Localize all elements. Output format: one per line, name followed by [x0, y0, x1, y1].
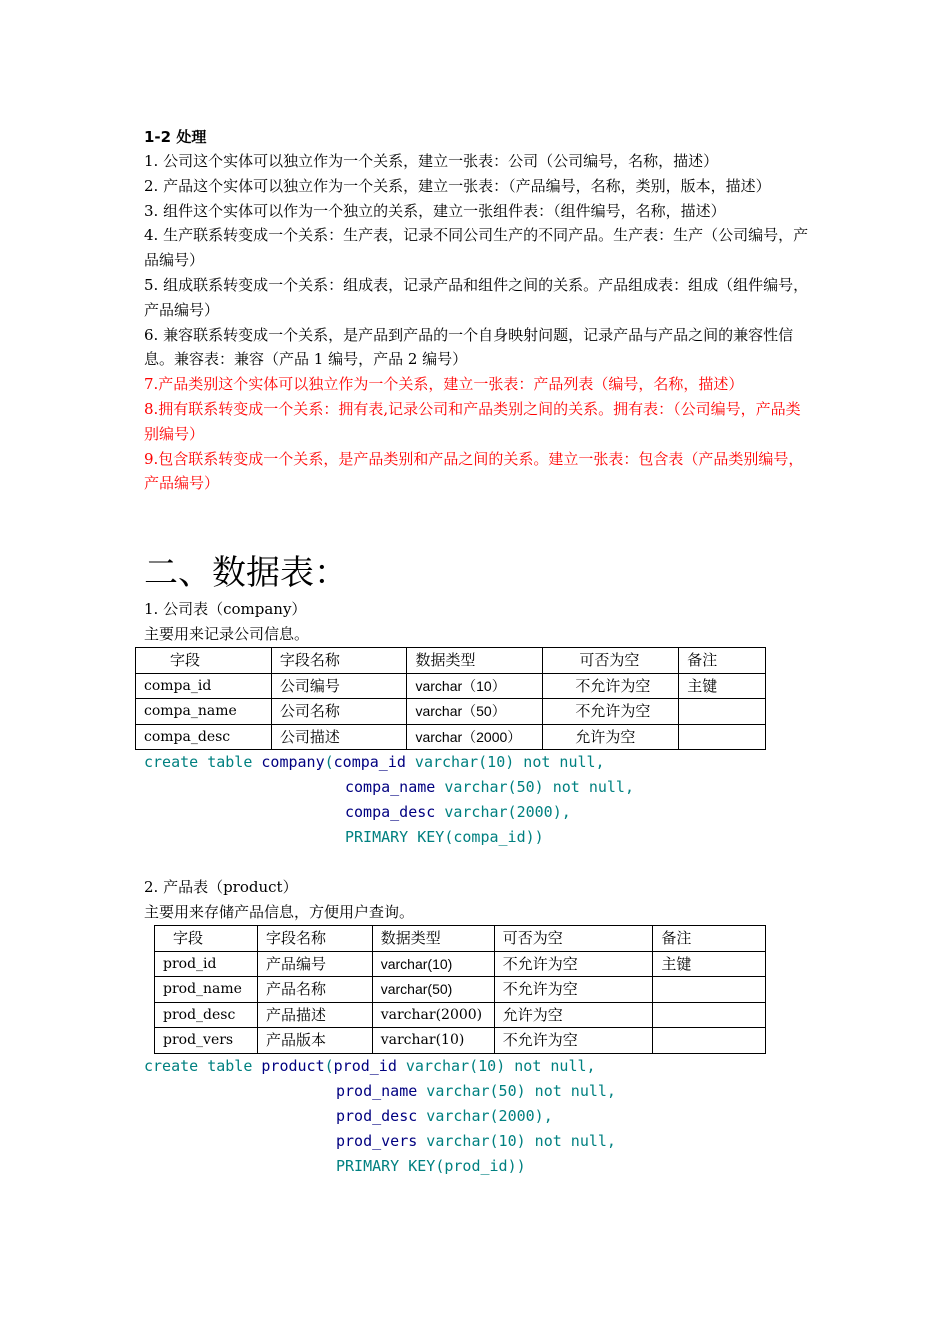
- header-cell: 数据类型: [372, 926, 494, 952]
- table-cell: varchar(2000): [372, 1002, 494, 1028]
- table-cell: varchar(50): [372, 977, 494, 1003]
- list-item: 6. 兼容联系转变成一个关系，是产品到产品的一个自身映射问题，记录产品与产品之间的兼容性信息。兼容表：兼容（产品 1 编号，产品 2 编号）: [144, 325, 794, 369]
- sql-column-name: compa_desc: [345, 803, 436, 821]
- table-cell: 公司描述: [271, 724, 407, 750]
- table-cell: compa_name: [136, 699, 272, 725]
- sql-column-name: prod_desc: [336, 1107, 418, 1125]
- sql-column-def: varchar(50) not null,: [435, 778, 634, 796]
- table-cell: 不允许为空: [494, 1028, 653, 1054]
- table-cell: compa_desc: [136, 724, 272, 750]
- list-item-highlight: 9.包含联系转变成一个关系，是产品类别和产品之间的关系。建立一张表：包含表（产品类别编号，产品编号）: [144, 449, 804, 493]
- table-cell: [679, 724, 766, 750]
- table-cell: 主键: [653, 951, 766, 977]
- company-table: [135, 647, 766, 750]
- sql-keyword: create table: [144, 753, 253, 771]
- table-cell: varchar（50）: [407, 699, 543, 725]
- table-cell: 产品描述: [257, 1002, 372, 1028]
- sql-column-def: varchar(2000),: [435, 803, 571, 821]
- table-header-row: [155, 926, 766, 952]
- table-cell: [653, 1028, 766, 1054]
- sql-column-def: varchar(10) not null,: [417, 1132, 616, 1150]
- list-item: 1. 公司这个实体可以独立作为一个关系，建立一张表：公司（公司编号，名称，描述）: [144, 152, 719, 170]
- company-sql: create table company(compa_id varchar(10) not null,: [144, 753, 605, 771]
- table-cell: 不允许为空: [494, 951, 653, 977]
- list-item: 2. 产品这个实体可以独立作为一个关系，建立一张表：（产品编号，名称，类别，版本，描述）: [144, 176, 771, 195]
- table-cell: [653, 1002, 766, 1028]
- table-row: [155, 1002, 766, 1028]
- product-table: [154, 925, 766, 1054]
- list-item: 4. 生产联系转变成一个关系：生产表，记录不同公司生产的不同产品。生产表：生产（公司编号，产品编号）: [144, 226, 809, 270]
- header-cell: 字段名称: [271, 648, 407, 674]
- list-item-highlight: 8.拥有联系转变成一个关系：拥有表,记录公司和产品类别之间的关系。拥有表：（公司编号，产品类别编号）: [144, 399, 801, 443]
- header-cell: 备注: [679, 648, 766, 674]
- relation-list: [144, 149, 814, 496]
- company-sql-line: [345, 775, 634, 800]
- table-cell: varchar(10): [372, 1028, 494, 1054]
- header-cell: 字段名称: [257, 926, 372, 952]
- sql-column-name: prod_vers: [336, 1132, 418, 1150]
- product-table-label: 2. 产品表（product）: [144, 878, 298, 896]
- product-sql-pk: PRIMARY KEY(prod_id)): [336, 1157, 526, 1175]
- table-cell: varchar（10）: [407, 673, 543, 699]
- company-sql-line: [345, 800, 571, 825]
- list-item: 3. 组件这个实体可以作为一个独立的关系，建立一张组件表：（组件编号，名称，描述）: [144, 201, 726, 220]
- table-cell: 产品版本: [257, 1028, 372, 1054]
- table-cell: 产品名称: [257, 977, 372, 1003]
- sql-column-name: compa_name: [345, 778, 436, 796]
- table-cell: 允许为空: [543, 724, 679, 750]
- list-item-highlight: 7.产品类别这个实体可以独立作为一个关系，建立一张表：产品列表（编号，名称，描述）: [144, 375, 744, 394]
- table-cell: 允许为空: [494, 1002, 653, 1028]
- table-row: [136, 724, 766, 750]
- sql-column-def: varchar(2000),: [417, 1107, 553, 1125]
- table-row: [136, 673, 766, 699]
- company-table-desc: 主要用来记录公司信息。: [144, 625, 310, 643]
- sql-column-def: varchar(50) not null,: [417, 1082, 616, 1100]
- table-cell: 不允许为空: [543, 673, 679, 699]
- product-sql-line: [336, 1129, 616, 1154]
- list-item: 5. 组成联系转变成一个关系：组成表，记录产品和组件之间的关系。产品组成表：组成（组件编号，产品编号）: [144, 275, 809, 319]
- table-cell: [679, 699, 766, 725]
- page-heading: 二、数据表：: [144, 553, 348, 593]
- product-sql-line: [336, 1079, 616, 1104]
- header-cell: 字段: [155, 926, 258, 952]
- sql-column-name: prod_name: [336, 1082, 418, 1100]
- table-cell: 主键: [679, 673, 766, 699]
- table-row: [136, 699, 766, 725]
- table-cell: 不允许为空: [543, 699, 679, 725]
- table-cell: prod_vers: [155, 1028, 258, 1054]
- sql-column-name: compa_id: [333, 753, 406, 771]
- table-cell: prod_desc: [155, 1002, 258, 1028]
- table-row: [155, 951, 766, 977]
- table-cell: compa_id: [136, 673, 272, 699]
- table-cell: varchar（2000）: [407, 724, 543, 750]
- product-table-desc: 主要用来存储产品信息，方便用户查询。: [144, 903, 415, 921]
- sql-table-name: product: [261, 1057, 325, 1075]
- header-cell: 备注: [653, 926, 766, 952]
- table-cell: 公司名称: [271, 699, 407, 725]
- header-cell: 可否为空: [543, 648, 679, 674]
- table-cell: varchar(10): [372, 951, 494, 977]
- sql-table-name: company: [261, 753, 325, 771]
- table-cell: prod_name: [155, 977, 258, 1003]
- table-cell: 产品编号: [257, 951, 372, 977]
- sql-column-def: varchar(10) not null,: [396, 1057, 596, 1075]
- product-sql-line: [336, 1104, 553, 1129]
- table-row: [155, 977, 766, 1003]
- product-sql: create table product(prod_id varchar(10) not null,: [144, 1057, 596, 1075]
- table-row: [155, 1028, 766, 1054]
- company-sql-pk: PRIMARY KEY(compa_id)): [345, 828, 544, 846]
- table-cell: prod_id: [155, 951, 258, 977]
- header-cell: 字段: [136, 648, 272, 674]
- table-cell: 公司编号: [271, 673, 407, 699]
- table-cell: 不允许为空: [494, 977, 653, 1003]
- sql-column-name: prod_id: [333, 1057, 397, 1075]
- sql-column-def: varchar(10) not null,: [405, 753, 605, 771]
- company-table-label: 1. 公司表（company）: [144, 600, 307, 618]
- header-cell: 数据类型: [407, 648, 543, 674]
- section-title: 1-2 处理: [144, 128, 207, 146]
- header-cell: 可否为空: [494, 926, 653, 952]
- table-cell: [653, 977, 766, 1003]
- table-header-row: [136, 648, 766, 674]
- sql-keyword: create table: [144, 1057, 253, 1075]
